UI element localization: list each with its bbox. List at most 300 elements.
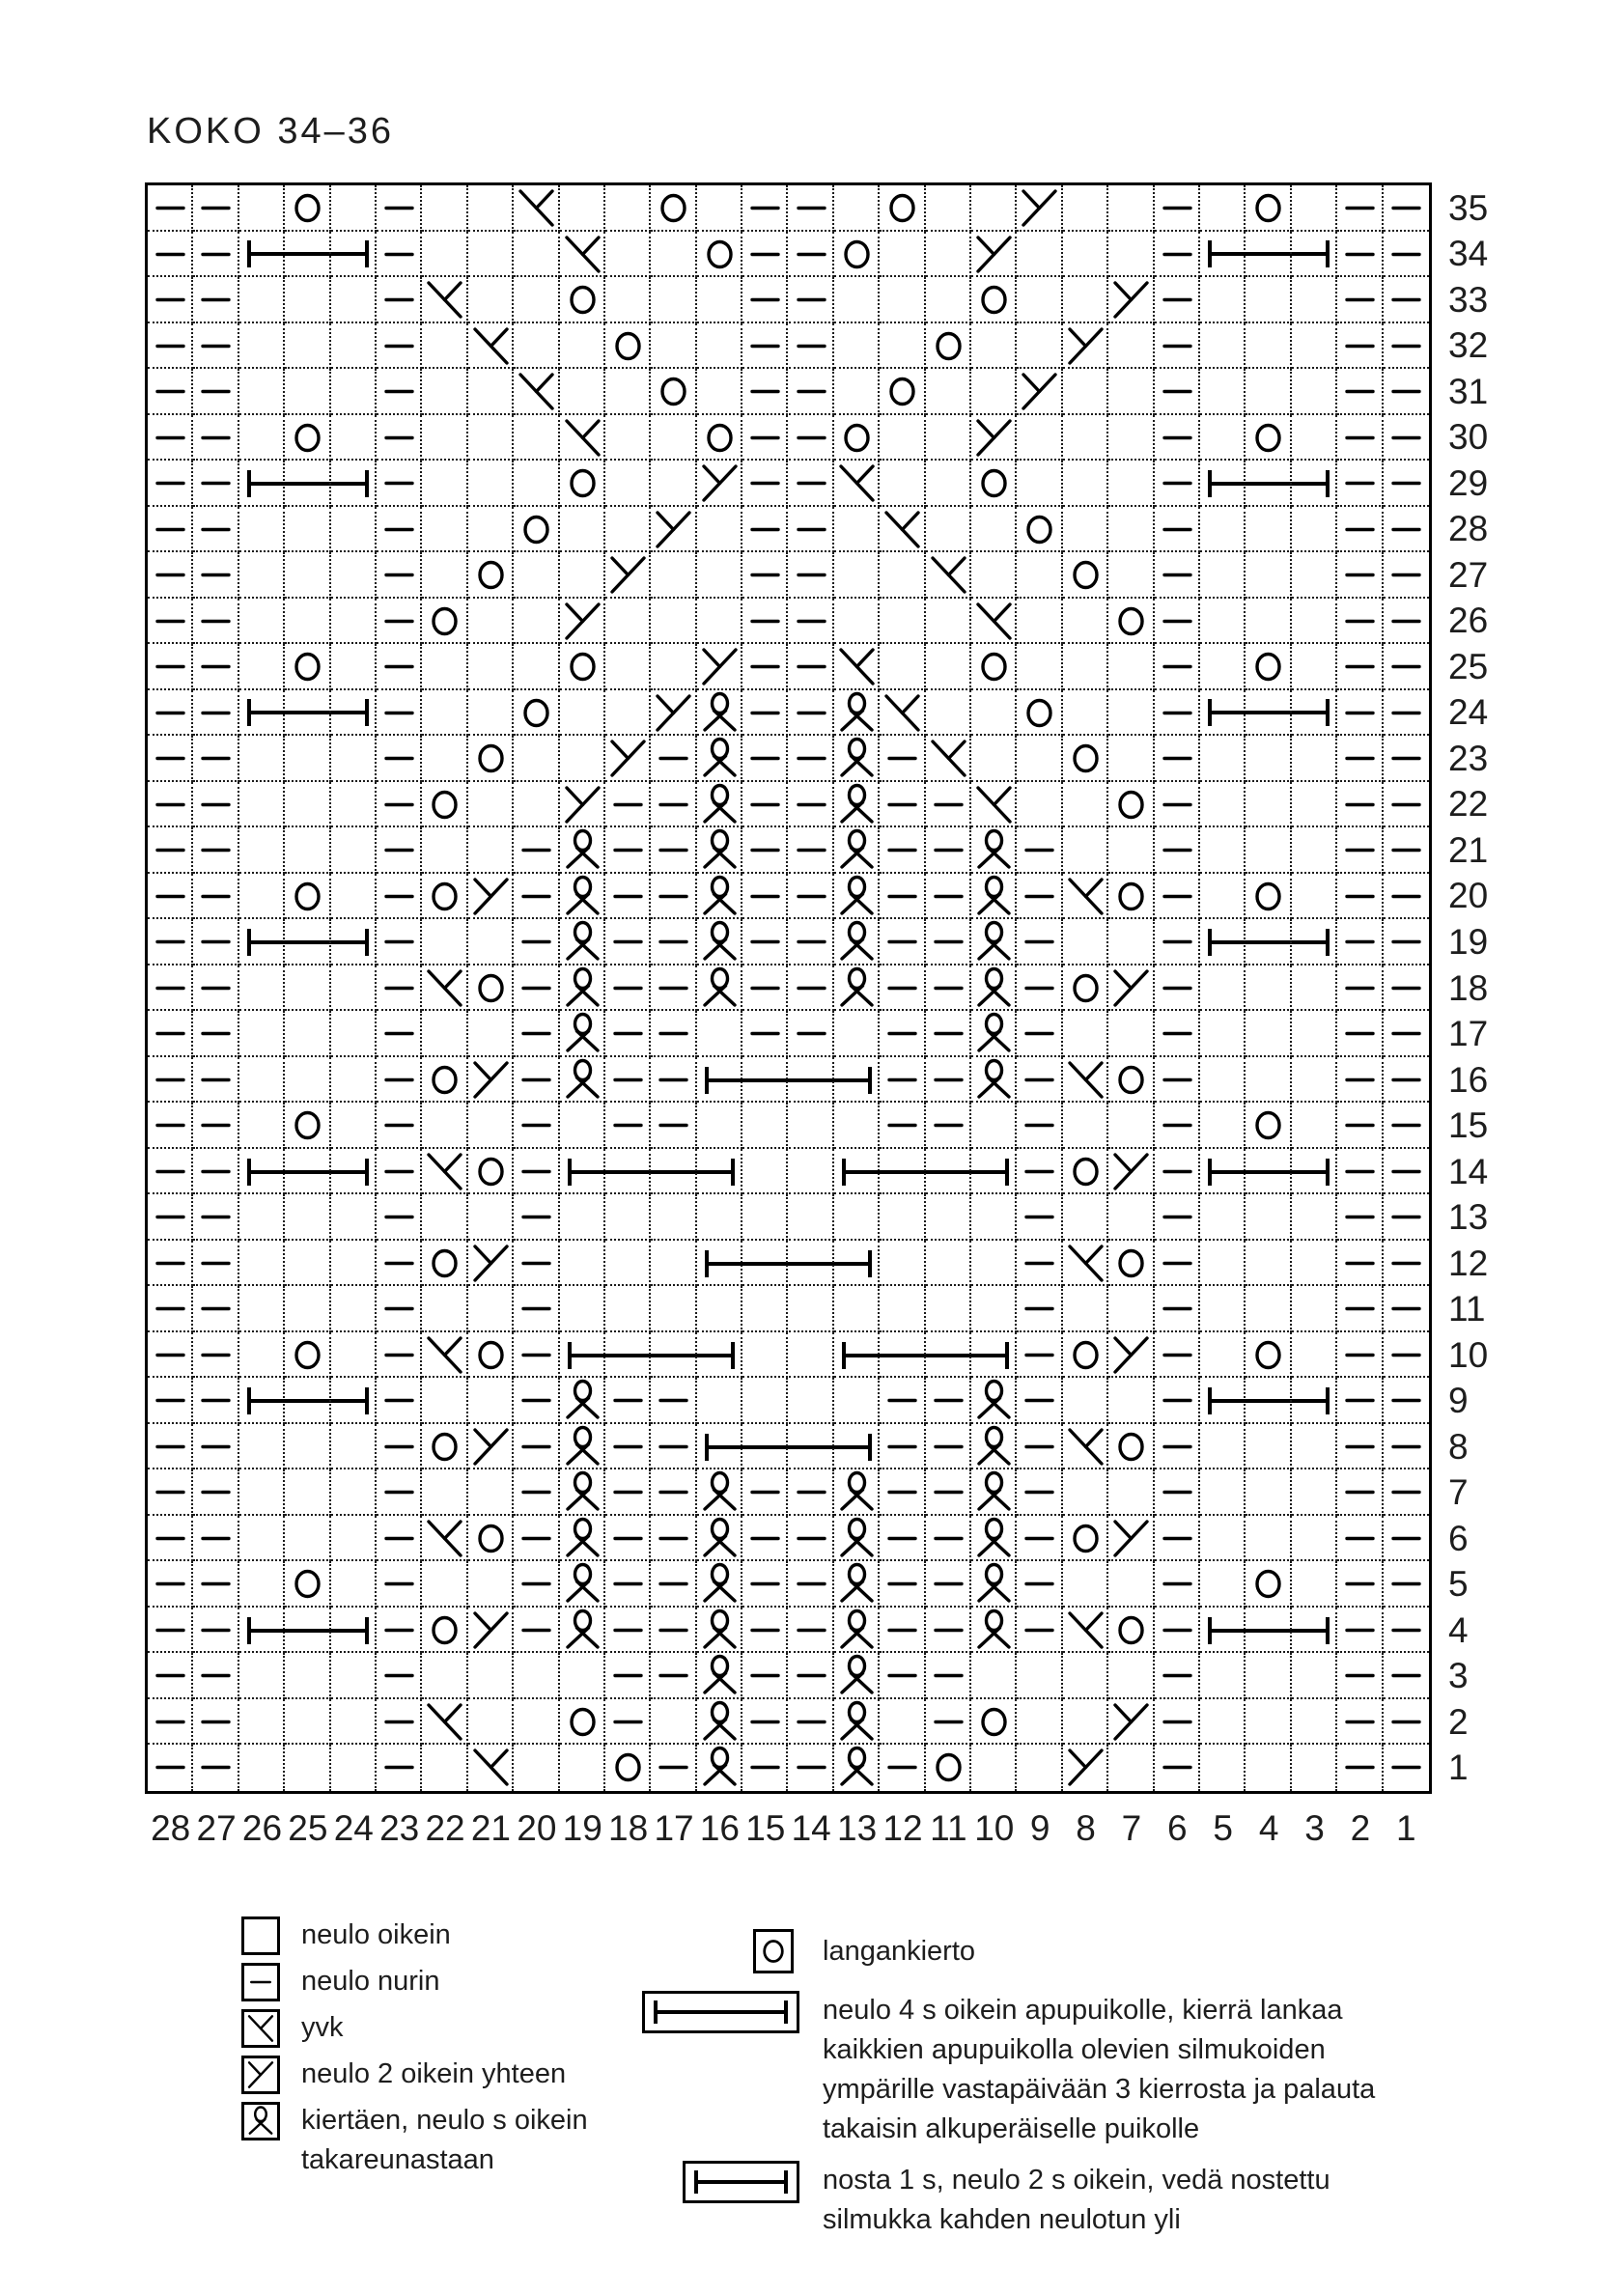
- chart-cell: [971, 461, 1017, 507]
- chart-cell: [239, 1561, 285, 1608]
- chart-cell: [926, 1469, 971, 1516]
- chart-cell: [742, 1608, 788, 1654]
- purl-icon: [1384, 690, 1429, 736]
- chart-cell: [148, 1653, 193, 1699]
- chart-cell: [971, 965, 1017, 1012]
- chart-cell: [331, 369, 377, 415]
- chart-cell: [697, 1286, 742, 1332]
- chart-cell: [1246, 415, 1291, 462]
- chart-cell: [789, 874, 834, 920]
- chart-cell: [926, 874, 971, 920]
- chart-cell: [1017, 690, 1062, 737]
- purl-icon: [880, 736, 925, 781]
- chart-cell: [834, 1103, 880, 1149]
- purl-icon: [1384, 1286, 1429, 1331]
- purl-icon: [742, 919, 788, 965]
- chart-cell: [285, 965, 330, 1012]
- chart-cell: [239, 277, 285, 323]
- chart-cell: [468, 736, 514, 782]
- ktbl-icon: [834, 1516, 880, 1561]
- purl-icon: [377, 919, 422, 965]
- chart-cell: [331, 1561, 377, 1608]
- chart-cell: [1017, 1561, 1062, 1608]
- legend-label: neulo oikein: [301, 1919, 451, 1950]
- purl-icon: [605, 1424, 651, 1469]
- chart-cell: [1063, 232, 1108, 278]
- row-number: 3: [1448, 1656, 1469, 1696]
- chart-cell: [331, 1194, 377, 1241]
- purl-icon: [377, 1149, 422, 1194]
- chart-cell: [1017, 1194, 1062, 1241]
- purl-icon: [926, 1561, 971, 1607]
- chart-cell: [742, 277, 788, 323]
- chart-cell: [605, 323, 651, 370]
- purl-icon: [1337, 874, 1383, 919]
- chart-cell: [834, 1516, 880, 1562]
- chart-cell: [239, 1745, 285, 1791]
- ktbl-icon: [971, 1057, 1017, 1103]
- purl-icon: [1017, 1286, 1062, 1331]
- chart-cell: [1155, 1608, 1200, 1654]
- yo-icon: [1246, 874, 1291, 919]
- chart-cell: [926, 507, 971, 553]
- chart-cell: [422, 1561, 467, 1608]
- yo-icon: [468, 965, 514, 1011]
- chart-cell: [422, 415, 467, 462]
- chart-cell: [1200, 1745, 1246, 1791]
- chart-cell: [377, 232, 422, 278]
- purl-icon: [193, 644, 238, 689]
- purl-icon: [789, 599, 834, 644]
- yo-icon: [1108, 874, 1154, 919]
- chart-cell: [1017, 1149, 1062, 1195]
- chart-cell: [377, 827, 422, 874]
- purl-icon: [789, 827, 834, 873]
- chart-cell: [1337, 369, 1383, 415]
- chart-cell: [377, 874, 422, 920]
- column-number: 19: [562, 1808, 602, 1848]
- chart-cell: [1246, 1516, 1291, 1562]
- chart-cell: [651, 1653, 696, 1699]
- yo-icon: [422, 1608, 467, 1653]
- purl-icon: [789, 461, 834, 506]
- purl-icon: [514, 1561, 559, 1607]
- purl-icon: [789, 736, 834, 781]
- chart-cell: [971, 1378, 1017, 1424]
- purl-icon: [789, 232, 834, 277]
- chart-cell: [422, 965, 467, 1012]
- purl-icon: [1155, 1653, 1200, 1698]
- chart-cell: [1063, 1561, 1108, 1608]
- chart-cell: [1200, 277, 1246, 323]
- chart-cell: [560, 415, 605, 462]
- chart-cell: [1200, 874, 1246, 920]
- chart-cell: [605, 1516, 651, 1562]
- chart-cell: [1200, 1469, 1246, 1516]
- chart-cell: [148, 552, 193, 599]
- chart-cell: [468, 690, 514, 737]
- chart-cell: [1108, 369, 1154, 415]
- chart-cell: [1155, 827, 1200, 874]
- purl-icon: [1017, 965, 1062, 1011]
- chart-cell: [697, 644, 742, 690]
- purl-icon: [1337, 736, 1383, 781]
- purl-icon: [1155, 782, 1200, 827]
- chart-cell: [1063, 1332, 1108, 1379]
- chart-cell: [742, 1378, 788, 1424]
- purl-icon: [148, 1378, 193, 1423]
- chart-cell: [514, 1332, 559, 1379]
- chart-cell: [560, 1424, 605, 1470]
- purl-icon: [1337, 1516, 1383, 1561]
- chart-cell: [148, 782, 193, 828]
- yo-icon: [926, 1745, 971, 1790]
- purl-icon: [789, 1516, 834, 1561]
- purl-icon: [148, 1653, 193, 1698]
- chart-cell: [1200, 552, 1246, 599]
- chart-cell: [1155, 277, 1200, 323]
- chart-cell: [1063, 185, 1108, 232]
- purl-icon: [1155, 1286, 1200, 1331]
- k2tog-icon: [971, 415, 1017, 461]
- chart-cell: [285, 461, 330, 507]
- chart-cell: [1108, 415, 1154, 462]
- chart-cell: [1337, 552, 1383, 599]
- purl-icon: [148, 1011, 193, 1056]
- chart-cell: [1108, 874, 1154, 920]
- chart-cell: [1017, 1378, 1062, 1424]
- chart-cell: [1155, 599, 1200, 645]
- chart-cell: [1017, 874, 1062, 920]
- chart-cell: [514, 1699, 559, 1746]
- purl-icon: [1337, 827, 1383, 873]
- chart-cell: [468, 415, 514, 462]
- purl-icon: [742, 599, 788, 644]
- chart-cell: [514, 1149, 559, 1195]
- chart-cell: [377, 277, 422, 323]
- purl-icon: [880, 782, 925, 827]
- purl-icon: [1155, 1608, 1200, 1653]
- chart-cell: [514, 369, 559, 415]
- purl-icon: [377, 736, 422, 781]
- k2tog-icon: [1108, 277, 1154, 322]
- row-number: 13: [1448, 1197, 1489, 1238]
- purl-icon: [1337, 1286, 1383, 1331]
- chart-cell: [789, 1699, 834, 1746]
- yo-icon: [605, 1745, 651, 1790]
- chart-cell: [193, 507, 238, 553]
- purl-icon: [148, 919, 193, 965]
- chart-cell: [1384, 827, 1429, 874]
- chart-cell: [1246, 827, 1291, 874]
- chart-cell: [971, 919, 1017, 965]
- chart-cell: [651, 461, 696, 507]
- chart-cell: [239, 1516, 285, 1562]
- purl-icon: [148, 644, 193, 689]
- purl-icon: [193, 1516, 238, 1561]
- chart-cell: [880, 323, 925, 370]
- chart-cell: [1155, 1332, 1200, 1379]
- chart-cell: [651, 644, 696, 690]
- chart-cell: [1017, 1469, 1062, 1516]
- purl-icon: [377, 1561, 422, 1607]
- chart-cell: [148, 1194, 193, 1241]
- purl-icon: [1155, 369, 1200, 414]
- chart-cell: [1246, 185, 1291, 232]
- yo-icon: [468, 736, 514, 781]
- purl-icon: [1155, 1149, 1200, 1194]
- chart-cell: [193, 599, 238, 645]
- chart-cell: [239, 1194, 285, 1241]
- purl-icon: [377, 1286, 422, 1331]
- row-number: 11: [1448, 1289, 1486, 1329]
- chart-cell: [880, 1057, 925, 1104]
- yo-icon: [422, 1424, 467, 1469]
- chart-cell: [1246, 1149, 1291, 1195]
- chart-cell: [971, 644, 1017, 690]
- chart-cell: [422, 232, 467, 278]
- chart-cell: [697, 1011, 742, 1057]
- chart-cell: [1337, 1149, 1383, 1195]
- chart-cell: [742, 1057, 788, 1104]
- chart-cell: [1017, 736, 1062, 782]
- chart-cell: [1155, 1057, 1200, 1104]
- yo-icon: [1246, 1561, 1291, 1607]
- chart-cell: [422, 1149, 467, 1195]
- chart-cell: [651, 1286, 696, 1332]
- chart-cell: [834, 690, 880, 737]
- yo-icon: [651, 369, 696, 414]
- purl-icon: [1337, 1561, 1383, 1607]
- chart-cell: [148, 874, 193, 920]
- chart-cell: [1292, 1516, 1337, 1562]
- chart-cell: [697, 507, 742, 553]
- chart-cell: [148, 1516, 193, 1562]
- purl-icon: [1017, 1194, 1062, 1240]
- yvk-ssk-icon: [834, 461, 880, 506]
- chart-cell: [1292, 232, 1337, 278]
- chart-cell: [880, 507, 925, 553]
- chart-cell: [514, 1194, 559, 1241]
- yo-icon: [971, 1699, 1017, 1745]
- chart-cell: [422, 599, 467, 645]
- purl-icon: [1384, 874, 1429, 919]
- chart-cell: [468, 782, 514, 828]
- chart-cell: [148, 507, 193, 553]
- chart-cell: [422, 277, 467, 323]
- purl-icon: [651, 874, 696, 919]
- chart-cell: [1200, 415, 1246, 462]
- chart-cell: [1155, 369, 1200, 415]
- chart-cell: [1337, 1469, 1383, 1516]
- chart-cell: [834, 1241, 880, 1287]
- chart-cell: [834, 1469, 880, 1516]
- purl-icon: [880, 965, 925, 1011]
- yvk-ssk-icon: [514, 185, 559, 231]
- chart-cell: [834, 1011, 880, 1057]
- row-number: 1: [1448, 1748, 1469, 1788]
- chart-cell: [377, 1745, 422, 1791]
- chart-cell: [1108, 277, 1154, 323]
- yo-icon: [468, 1332, 514, 1378]
- chart-cell: [605, 1011, 651, 1057]
- purl-icon: [926, 1699, 971, 1745]
- row-number: 25: [1448, 646, 1489, 686]
- purl-icon: [377, 965, 422, 1011]
- chart-cell: [742, 1286, 788, 1332]
- chart-cell: [1063, 690, 1108, 737]
- k2tog-icon: [1063, 1745, 1108, 1790]
- chart-cell: [651, 1516, 696, 1562]
- chart-cell: [1108, 1424, 1154, 1470]
- chart-cell: [148, 1286, 193, 1332]
- purl-icon: [514, 919, 559, 965]
- k2tog-icon: [244, 2058, 277, 2091]
- purl-icon: [742, 461, 788, 506]
- chart-cell: [880, 1699, 925, 1746]
- chart-cell: [285, 185, 330, 232]
- chart-cell: [971, 1608, 1017, 1654]
- chart-cell: [697, 277, 742, 323]
- purl-icon: [880, 1469, 925, 1515]
- chart-cell: [422, 1745, 467, 1791]
- chart-cell: [193, 1561, 238, 1608]
- row-number: 26: [1448, 601, 1489, 641]
- chart-cell: [1246, 1286, 1291, 1332]
- chart-cell: [1337, 1378, 1383, 1424]
- chart-cell: [880, 599, 925, 645]
- chart-cell: [651, 1745, 696, 1791]
- chart-cell: [605, 1653, 651, 1699]
- column-number: 15: [745, 1808, 786, 1848]
- ktbl-icon: [697, 827, 742, 873]
- chart-cell: [239, 1103, 285, 1149]
- purl-icon: [880, 874, 925, 919]
- chart-cell: [789, 965, 834, 1012]
- chart-cell: [1384, 1516, 1429, 1562]
- purl-icon: [148, 277, 193, 322]
- chart-cell: [880, 919, 925, 965]
- yo-icon: [880, 369, 925, 414]
- purl-icon: [605, 1653, 651, 1698]
- chart-cell: [1246, 461, 1291, 507]
- chart-cell: [422, 1378, 467, 1424]
- chart-cell: [1108, 1653, 1154, 1699]
- chart-cell: [651, 1011, 696, 1057]
- chart-cell: [971, 323, 1017, 370]
- yo-icon: [697, 415, 742, 461]
- chart-cell: [148, 461, 193, 507]
- chart-cell: [926, 782, 971, 828]
- k2tog-icon: [560, 599, 605, 644]
- yo-icon: [1063, 736, 1108, 781]
- purl-icon: [1017, 1378, 1062, 1423]
- purl-icon: [789, 277, 834, 322]
- chart-cell: [1063, 644, 1108, 690]
- chart-cell: [697, 827, 742, 874]
- chart-cell: [789, 552, 834, 599]
- chart-cell: [971, 874, 1017, 920]
- purl-icon: [148, 690, 193, 736]
- purl-icon: [651, 782, 696, 827]
- chart-cell: [971, 507, 1017, 553]
- purl-icon: [193, 1241, 238, 1286]
- chart-cell: [193, 1286, 238, 1332]
- purl-icon: [193, 461, 238, 506]
- chart-cell: [1246, 644, 1291, 690]
- chart-cell: [651, 1149, 696, 1195]
- ktbl-icon: [834, 782, 880, 827]
- purl-icon: [1337, 1745, 1383, 1790]
- chart-cell: [1017, 1332, 1062, 1379]
- chart-cell: [697, 1103, 742, 1149]
- chart-cell: [285, 782, 330, 828]
- k2tog-icon: [468, 874, 514, 919]
- row-number: 10: [1448, 1334, 1489, 1375]
- chart-cell: [834, 782, 880, 828]
- chart-cell: [834, 1286, 880, 1332]
- chart-cell: [605, 185, 651, 232]
- yo-icon: [1063, 965, 1108, 1011]
- column-number: 9: [1029, 1808, 1050, 1848]
- chart-cell: [697, 782, 742, 828]
- chart-cell: [422, 1424, 467, 1470]
- ktbl-icon: [560, 827, 605, 873]
- purl-icon: [193, 185, 238, 231]
- chart-cell: [468, 552, 514, 599]
- purl-icon: [148, 1149, 193, 1194]
- chart-cell: [971, 1699, 1017, 1746]
- purl-icon: [1017, 1103, 1062, 1148]
- chart-cell: [1337, 1699, 1383, 1746]
- chart-cell: [148, 736, 193, 782]
- chart-cell: [331, 827, 377, 874]
- chart-cell: [331, 782, 377, 828]
- chart-cell: [1063, 736, 1108, 782]
- purl-icon: [1337, 1699, 1383, 1745]
- k2tog-icon: [1063, 323, 1108, 369]
- chart-cell: [239, 1241, 285, 1287]
- chart-cell: [742, 1653, 788, 1699]
- chart-cell: [880, 965, 925, 1012]
- purl-icon: [1155, 507, 1200, 552]
- row-number: 22: [1448, 784, 1489, 825]
- chart-cell: [1200, 185, 1246, 232]
- chart-cell: [605, 1241, 651, 1287]
- purl-icon: [514, 1378, 559, 1423]
- purl-icon: [148, 1424, 193, 1469]
- chart-cell: [789, 369, 834, 415]
- ktbl-icon: [834, 1561, 880, 1607]
- chart-cell: [1292, 277, 1337, 323]
- chart-cell: [560, 599, 605, 645]
- chart-cell: [880, 277, 925, 323]
- chart-cell: [926, 1653, 971, 1699]
- purl-icon: [605, 919, 651, 965]
- chart-cell: [1246, 232, 1291, 278]
- chart-cell: [926, 965, 971, 1012]
- purl-icon: [1017, 1011, 1062, 1056]
- chart-cell: [468, 507, 514, 553]
- purl-icon: [148, 1516, 193, 1561]
- purl-icon: [1155, 599, 1200, 644]
- yo-icon: [926, 323, 971, 369]
- chart-cell: [1200, 1057, 1246, 1104]
- chart-cell: [331, 599, 377, 645]
- purl-icon: [1017, 1149, 1062, 1194]
- purl-icon: [742, 1745, 788, 1790]
- purl-icon: [1337, 1424, 1383, 1469]
